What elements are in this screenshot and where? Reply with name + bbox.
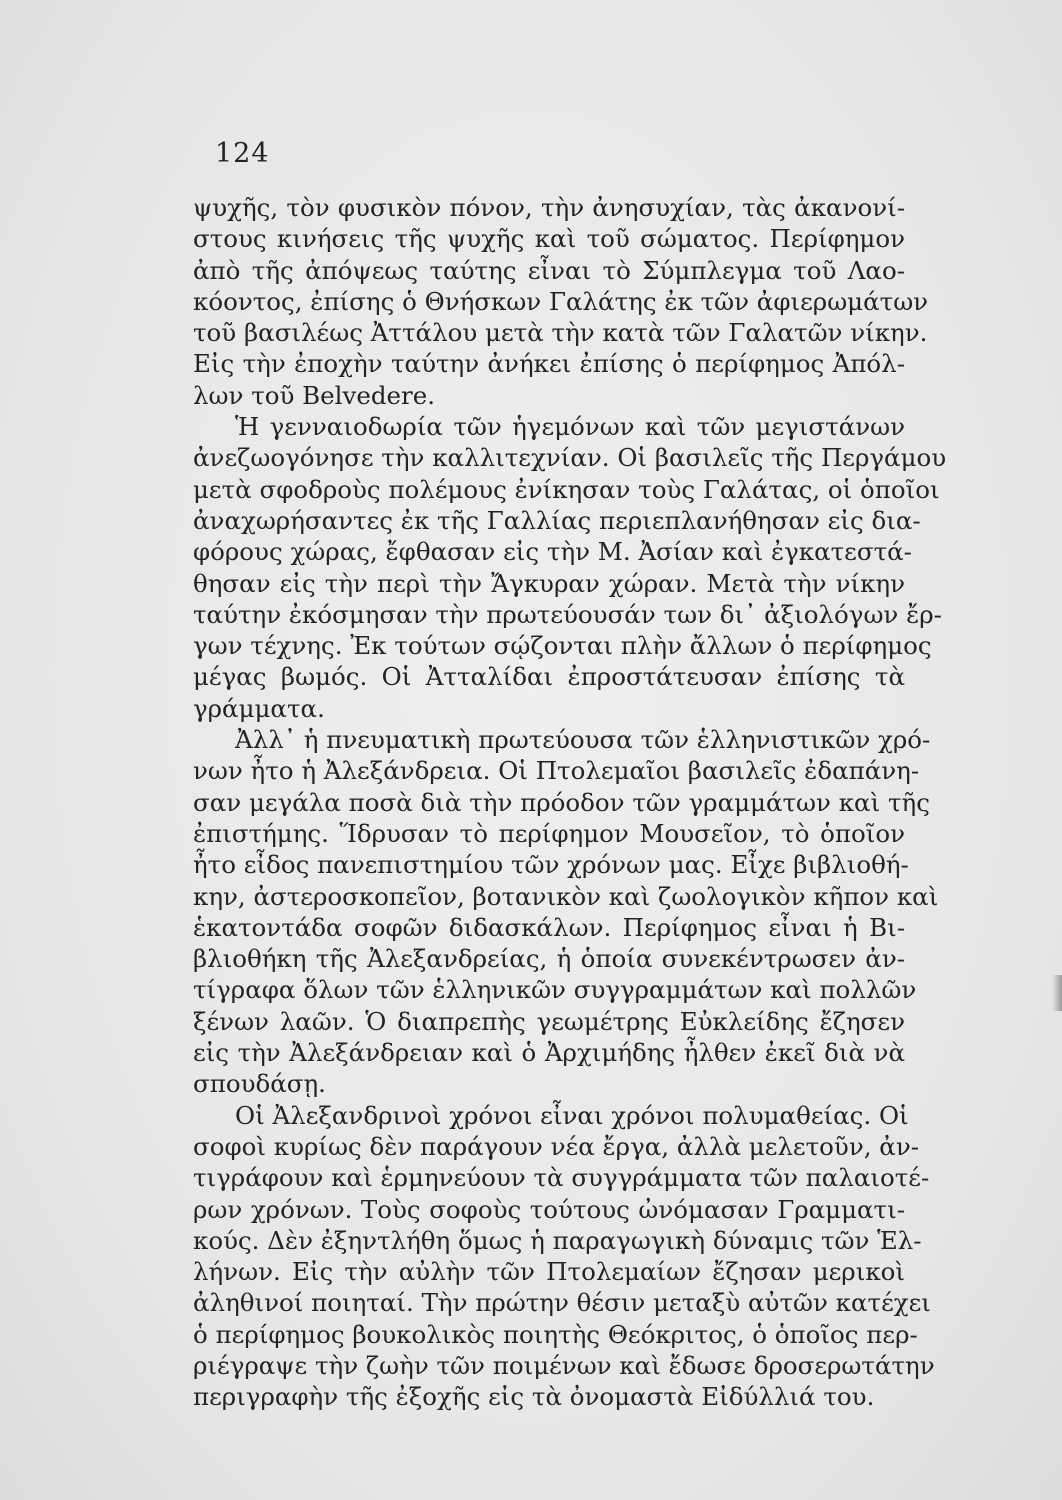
text-line: ἐπιστήμης. Ἵδρυσαν τὸ περίφημον Μουσεῖον, τὸ ὁποῖον xyxy=(193,818,905,848)
text-line: μετὰ σφοδροὺς πολέμους ἐνίκησαν τοὺς Γαλάτας, οἱ ὁποῖοι xyxy=(193,474,940,504)
text-line: ἀληθινοί ποιηταί. Τὴν πρώτην θέσιν μεταξὺ αὐτῶν κατέχει xyxy=(193,1288,931,1318)
text-line: ριέγραψε τὴν ζωὴν τῶν ποιμένων καὶ ἔδωσε δροσερωτάτην xyxy=(193,1350,935,1380)
text-line: ταύτην ἐκόσμησαν τὴν πρωτεύουσάν των δι᾽ ἀξιολόγων ἔρ- xyxy=(193,599,942,629)
text-line: ξένων λαῶν. Ὁ διαπρεπὴς γεωμέτρης Εὐκλείδης ἔζησεν xyxy=(193,1006,905,1036)
text-line: τίγραφα ὅλων τῶν ἑλληνικῶν συγγραμμάτων καὶ πολλῶν xyxy=(193,975,917,1005)
text-line: φόρους χώρας, ἔφθασαν εἰς τὴν Μ. Ἀσίαν καὶ ἐγκατεστά- xyxy=(193,537,912,567)
text-line: σοφοὶ κυρίως δὲν παράγουν νέα ἔργα, ἀλλὰ μελετοῦν, ἀν- xyxy=(193,1131,920,1161)
text-line: Οἱ Ἀλεξανδρινοὶ χρόνοι εἶναι χρόνοι πολυμαθείας. Οἱ xyxy=(235,1100,909,1130)
text-line: κην, ἀστεροσκοπεῖον, βοτανικὸν καὶ ζωολογικὸν κῆπον καὶ xyxy=(193,881,939,911)
text-line: Ἀλλ᾽ ἡ πνευματικὴ πρωτεύουσα τῶν ἑλληνιστικῶν χρό- xyxy=(235,725,931,755)
text-line: γων τέχνης. Ἐκ τούτων σῴζονται πλὴν ἄλλων ὁ περίφημος xyxy=(193,631,932,661)
text-line: βλιοθήκη τῆς Ἀλεξανδρείας, ἡ ὁποία συνεκέντρωσεν ἀν- xyxy=(193,944,905,974)
text-line: ψυχῆς, τὸν φυσικὸν πόνον, τὴν ἀνησυχίαν, τὰς ἀκανονί- xyxy=(193,193,905,222)
text-line: μέγας βωμός. Οἱ Ἀτταλίδαι ἐπροστάτευσαν ἐπίσης τὰ xyxy=(193,662,905,692)
text-line: ἦτο εἶδος πανεπιστημίου τῶν χρόνων μας. Εἶχε βιβλιοθή- xyxy=(193,850,909,880)
text-line: τιγράφουν καὶ ἑρμηνεύουν τὰ συγγράμματα τῶν παλαιοτέ- xyxy=(193,1163,930,1193)
text-line: γράμματα. xyxy=(193,693,325,723)
text-line: σαν μεγάλα ποσὰ διὰ τὴν πρόοδον τῶν γραμμάτων καὶ τῆς xyxy=(193,787,930,817)
text-line: ἀπὸ τῆς ἀπόψεως ταύτης εἶναι τὸ Σύμπλεγμα τοῦ Λαο- xyxy=(193,255,905,285)
text-line: περιγραφὴν τῆς ἐξοχῆς εἰς τὰ ὀνομαστὰ Εἰδύλλιά του. xyxy=(193,1382,875,1412)
text-line: ἀναχωρήσαντες ἐκ τῆς Γαλλίας περιεπλανήθησαν εἰς δια- xyxy=(193,505,921,535)
text-line: Εἰς τὴν ἐποχὴν ταύτην ἀνήκει ἐπίσης ὁ περίφημος Ἀπόλ- xyxy=(193,349,905,379)
text-line: λήνων. Εἰς τὴν αὐλὴν τῶν Πτολεμαίων ἔζησαν μερικοὶ xyxy=(193,1257,905,1287)
body-text xyxy=(193,192,947,1413)
text-line: σπουδάσῃ. xyxy=(193,1069,326,1099)
text-line: ρων χρόνων. Τοὺς σοφοὺς τούτους ὠνόμασαν Γραμματι- xyxy=(193,1194,905,1224)
text-line: Ἡ γενναιοδωρία τῶν ἡγεμόνων καὶ τῶν μεγιστάνων xyxy=(235,412,905,442)
text-line: ὁ περίφημος βουκολικὸς ποιητὴς Θεόκριτος, ὁ ὁποῖος περ- xyxy=(193,1319,918,1349)
text-line: τοῦ βασιλέως Ἀττάλου μετὰ τὴν κατὰ τῶν Γαλατῶν νίκην. xyxy=(193,318,928,348)
text-line: θησαν εἰς τὴν περὶ τὴν Ἄγκυραν χώραν. Μετὰ τὴν νίκην xyxy=(193,568,905,598)
text-line: ἑκατοντάδα σοφῶν διδασκάλων. Περίφημος εἶναι ἡ Βι- xyxy=(193,912,905,942)
text-line: νων ἦτο ἡ Ἀλεξάνδρεια. Οἱ Πτολεμαῖοι βασιλεῖς ἐδαπάνη- xyxy=(193,756,920,786)
page-number: 124 xyxy=(215,138,270,169)
text-line: εἰς τὴν Ἀλεξάνδρειαν καὶ ὁ Ἀρχιμήδης ἦλθεν ἐκεῖ διὰ νὰ xyxy=(193,1038,905,1068)
text-line: στους κινήσεις τῆς ψυχῆς καὶ τοῦ σώματος. Περίφημον xyxy=(193,224,905,254)
page-edge-mark xyxy=(1052,975,1062,1011)
text-line: ἀνεζωογόνησε τὴν καλλιτεχνίαν. Οἱ βασιλεῖς τῆς Περγάμου xyxy=(193,443,947,473)
text-line: λων τοῦ Belvedere. xyxy=(193,380,436,410)
text-line: κόοντος, ἐπίσης ὁ Θνήσκων Γαλάτης ἐκ τῶν ἀφιερωμάτων xyxy=(193,286,929,316)
text-line: κούς. Δὲν ἐξηντλήθη ὅμως ἡ παραγωγικὴ δύναμις τῶν Ἑλ- xyxy=(193,1225,922,1255)
